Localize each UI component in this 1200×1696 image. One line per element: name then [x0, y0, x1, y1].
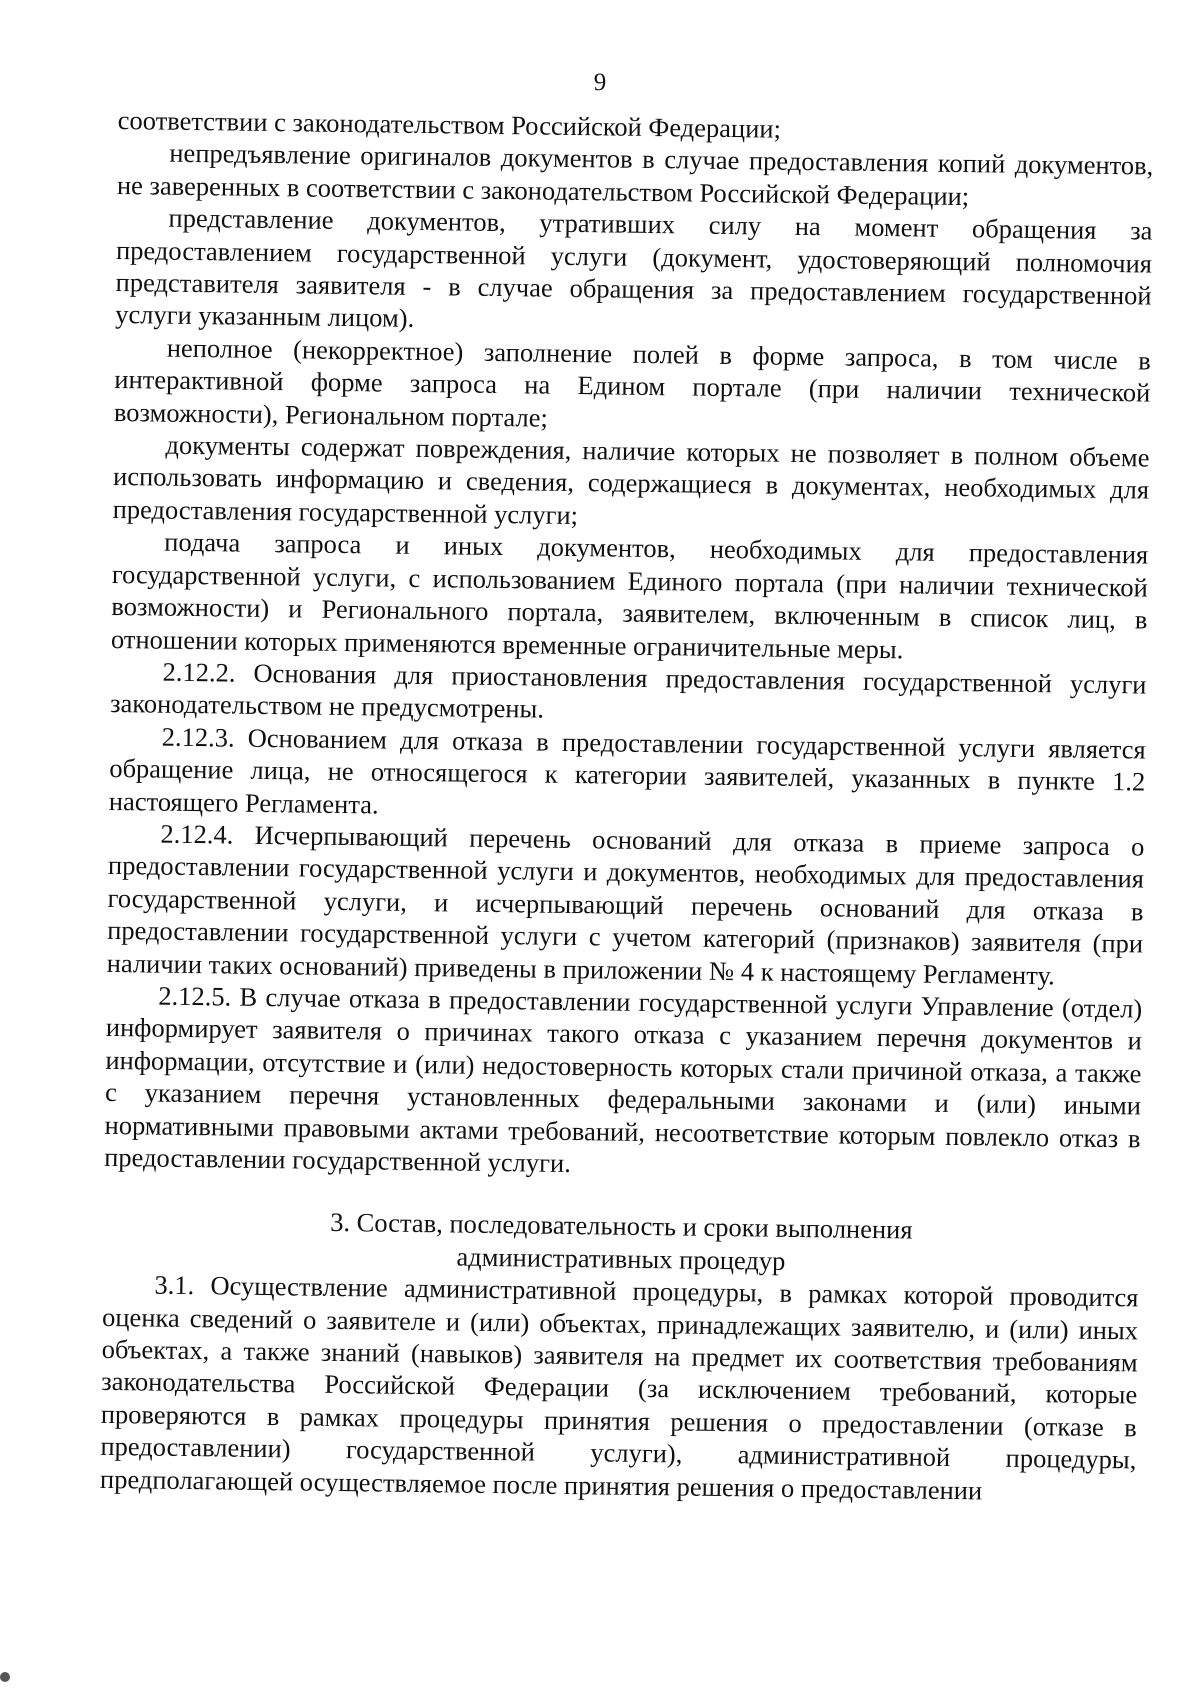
paragraph-2-12-4: 2.12.4. Исчерпывающий перечень оснований для отказа в приеме запроса о предоставлении государственной услуги и документов, необходимых для предоставления государственной услуги, и исчерпывающий перечень оснований для отказа в предоставлении государственной услуги с учетом категорий (признаков) заявителя (при наличии таких оснований) приведены в приложении № 4 к настоящему Регламенту. [106, 818, 1145, 990]
paragraph-originals: непредъявление оригиналов документов в случае предоставления копий документов, не заверенных в соответствии с законодательством Российской Федерации; [116, 138, 1154, 211]
page-number: 9 [593, 69, 607, 96]
paragraph-damaged-documents: документы содержат повреждения, наличие которых не позволяет в полном объеме использовать информацию и сведения, содержащиеся в документах, необходимых для предоставления государственной услуги; [112, 429, 1150, 530]
paragraph-invalid-documents: представление документов, утративших силу на момент обращения за предоставлением государственной услуги (документ, удостоверяющий полномочия представителя заявителя - в случае обращения за предоставлением государственной услуги указанным лицом). [115, 202, 1153, 334]
paragraph-3-1: 3.1. Осуществление административной процедуры, в рамках которой проводится оценка сведений о заявителе и (или) объектах, принадлежащих заявителю, и (или) иных объектах, а также знаний (навыков) заявителя на предмет их соответствия требованиям законодательства Российской Федерации (за исключением требований, которые проверяются в рамках процедуры принятия решения о предоставлении (отказе в предоставлении) государственной услуги), административной процедуры, предполагающей осуществляемое после принятия решения о предоставлении [99, 1269, 1139, 1506]
section-title-line-1: 3. Состав, последовательность и сроки выполнения [329, 1207, 913, 1245]
paragraph-2-12-5: 2.12.5. В случае отказа в предоставлении государственной услуги Управление (отдел) информирует заявителя о причинах такого отказа с указанием перечня документов и информации, отсутствие и (или) недостоверность которых стали причиной отказа, а также с указанием перечня установленных федеральными законами и (или) иными нормативными правовыми актами требований, несоответствие которым повлекло отказ в предоставлении государственной услуги. [104, 980, 1143, 1179]
paragraph-restricted-persons: подача запроса и иных документов, необходимых для предоставления государственной услуги, с использованием Единого портала (при наличии технической возможности) и Регионального портала, заявителем, включенным в список лиц, в отношении которых применяются временные ограничительные меры. [110, 526, 1149, 664]
document-body [100, 104, 1154, 1509]
paragraph-2-12-2: 2.12.2. Основания для приостановления предоставления государственной услуги законодательством не предусмотрены. [109, 656, 1147, 724]
paragraph-incomplete-form: неполное (некорректное) заполнение полей в форме запроса, в том числе в интерактивной форме запроса на Едином портале (при наличии технической возможности), Региональном портале; [113, 332, 1151, 433]
paragraph-continuation: соответствии с законодательством Российской Федерации; [117, 104, 782, 144]
section-title-line-2: административных процедур [456, 1241, 786, 1276]
paragraph-2-12-3: 2.12.3. Основанием для отказа в предоставлении государственной услуги является обращение лица, не относящегося к категории заявителей, указанных в пункте 1.2 настоящего Регламента. [108, 721, 1146, 820]
scan-mark [0, 1672, 10, 1682]
